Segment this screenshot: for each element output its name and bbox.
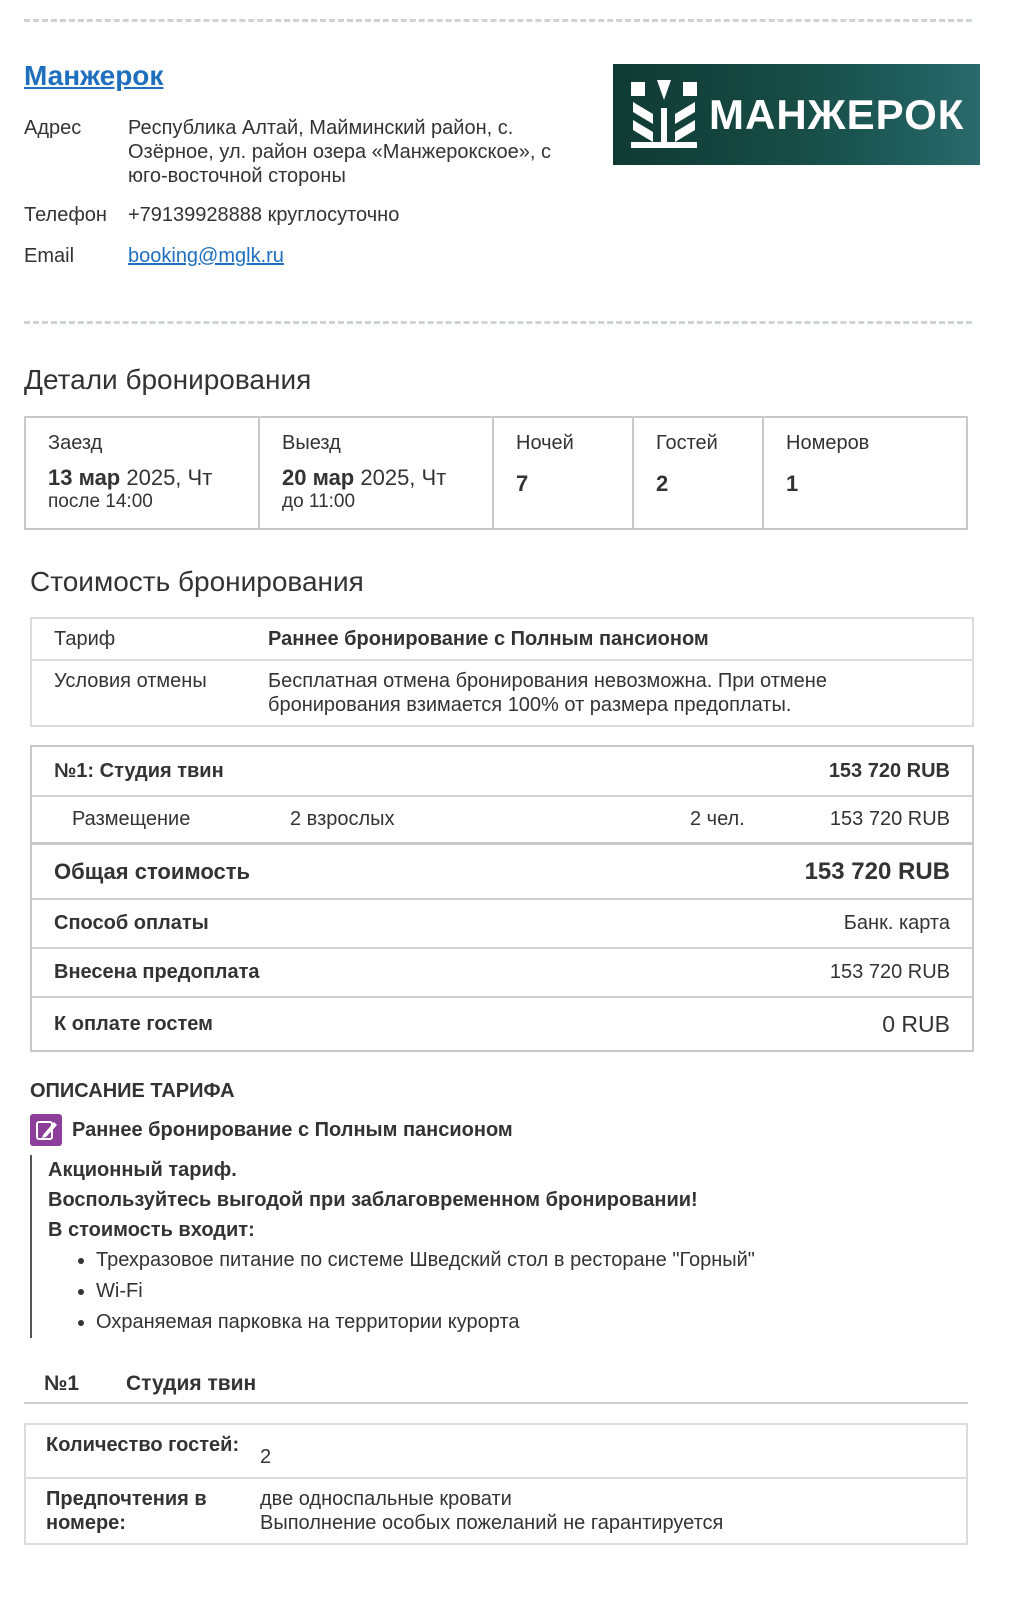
checkin-cell bbox=[26, 418, 260, 528]
rate-value: Раннее бронирование с Полным пансионом bbox=[268, 628, 709, 650]
list-item: • Трехразовое питание по системе Шведский стол в ресторане "Горный" bbox=[96, 1245, 930, 1276]
room-header bbox=[24, 1368, 968, 1404]
room-prefs-row bbox=[26, 1479, 966, 1543]
rate-label: Тариф bbox=[54, 628, 116, 650]
nights-value: 7 bbox=[516, 471, 529, 496]
rooms-label: Номеров bbox=[786, 432, 870, 454]
guests-value: 2 bbox=[656, 471, 669, 496]
rate-description-name-text: Раннее бронирование с Полным пансионом bbox=[72, 1118, 513, 1141]
room-name: Студия твин bbox=[126, 1372, 257, 1395]
checkout-date: 20 мар bbox=[282, 465, 355, 490]
cost-table bbox=[30, 745, 974, 1052]
placement-label: Размещение bbox=[72, 808, 191, 830]
room-guests-row bbox=[26, 1425, 966, 1479]
due-value: 0 RUB bbox=[882, 1010, 950, 1037]
room-cost-row bbox=[32, 747, 972, 797]
checkout-time: до 11:00 bbox=[282, 491, 356, 512]
rate-description-block bbox=[30, 1155, 930, 1338]
email-link[interactable]: booking@mglk.ru bbox=[128, 245, 284, 267]
total-row bbox=[32, 845, 972, 900]
advantage-line: Воспользуйтесь выгодой при заблаговременном бронировании! bbox=[48, 1189, 698, 1211]
payment-row bbox=[32, 900, 972, 949]
edit-note-icon bbox=[30, 1114, 62, 1146]
rate-row bbox=[32, 619, 972, 661]
address-label: Адрес bbox=[24, 117, 82, 139]
placement-row bbox=[32, 797, 972, 845]
phone-value: +79139928888 круглосуточно bbox=[128, 204, 400, 226]
checkin-date: 13 мар bbox=[48, 465, 121, 490]
nights-label: Ночей bbox=[516, 432, 574, 454]
hotel-logo bbox=[613, 64, 980, 165]
placement-persons: 2 чел. bbox=[690, 808, 745, 830]
due-label: К оплате гостем bbox=[54, 1012, 213, 1035]
list-item: • Охраняемая парковка на территории курорта bbox=[96, 1307, 930, 1338]
tree-logo-icon bbox=[627, 78, 701, 152]
prepaid-value: 153 720 RUB bbox=[829, 961, 950, 983]
booking-cost-title: Стоимость бронирования bbox=[30, 566, 364, 597]
checkout-year-day: 2025, Чт bbox=[354, 465, 447, 490]
checkin-year-day: 2025, Чт bbox=[120, 465, 213, 490]
cancel-value: Бесплатная отмена бронирования невозможна. При отмене бронирования взимается 100% от размера предоплаты. bbox=[268, 670, 827, 716]
rate-description-title: ОПИСАНИЕ ТАРИФА bbox=[30, 1080, 235, 1102]
logo-wordmark: МАНЖЕРОК bbox=[709, 90, 965, 138]
divider-mid bbox=[24, 321, 972, 324]
room-number: №1 bbox=[44, 1372, 80, 1395]
room-cost-label: №1: Студия твин bbox=[54, 759, 224, 782]
placement-amount: 153 720 RUB bbox=[829, 808, 950, 830]
divider-top bbox=[24, 19, 972, 22]
cancel-row bbox=[32, 661, 972, 725]
room-prefs-value-note: Выполнение особых пожеланий не гарантируется bbox=[260, 1512, 724, 1534]
included-list bbox=[48, 1245, 930, 1338]
rate-description-name bbox=[30, 1114, 513, 1146]
payment-value: Банк. карта bbox=[843, 912, 950, 934]
total-amount: 153 720 RUB bbox=[804, 857, 950, 885]
cancel-label: Условия отмены bbox=[54, 670, 207, 692]
checkout-cell bbox=[260, 418, 494, 528]
list-item: • Wi-Fi bbox=[96, 1276, 930, 1307]
nights-cell bbox=[494, 418, 634, 528]
total-label: Общая стоимость bbox=[54, 858, 251, 884]
checkin-time: после 14:00 bbox=[48, 491, 153, 512]
included-line: В стоимость входит: bbox=[48, 1219, 255, 1241]
checkout-label: Выезд bbox=[282, 432, 341, 454]
prepaid-row bbox=[32, 949, 972, 998]
due-row bbox=[32, 998, 972, 1050]
room-prefs-label: Предпочтения в номере: bbox=[46, 1488, 207, 1534]
phone-label: Телефон bbox=[24, 204, 107, 226]
rate-conditions-table bbox=[30, 617, 974, 727]
rooms-value: 1 bbox=[786, 471, 799, 496]
payment-label: Способ оплаты bbox=[54, 912, 209, 934]
address-value: Республика Алтай, Майминский район, с. Озёрное, ул. район озера «Манжерокское», с юго-восточной стороны bbox=[128, 117, 551, 187]
room-details-table bbox=[24, 1423, 968, 1545]
prepaid-label: Внесена предоплата bbox=[54, 961, 260, 983]
email-label: Email bbox=[24, 245, 75, 267]
placement-detail: 2 взрослых bbox=[290, 808, 395, 830]
room-cost-amount: 153 720 RUB bbox=[828, 759, 950, 782]
checkin-label: Заезд bbox=[48, 432, 103, 454]
room-guests-label: Количество гостей: bbox=[46, 1434, 240, 1456]
guests-label: Гостей bbox=[656, 432, 718, 454]
hotel-name-link[interactable]: Манжерок bbox=[24, 60, 164, 91]
booking-dates-table bbox=[24, 416, 968, 530]
guests-cell bbox=[634, 418, 764, 528]
rooms-cell bbox=[764, 418, 966, 528]
booking-details-title: Детали бронирования bbox=[24, 364, 312, 395]
room-guests-value: 2 bbox=[260, 1446, 272, 1468]
room-prefs-value-beds: две односпальные кровати bbox=[260, 1488, 512, 1510]
promo-line: Акционный тариф. bbox=[48, 1159, 237, 1181]
